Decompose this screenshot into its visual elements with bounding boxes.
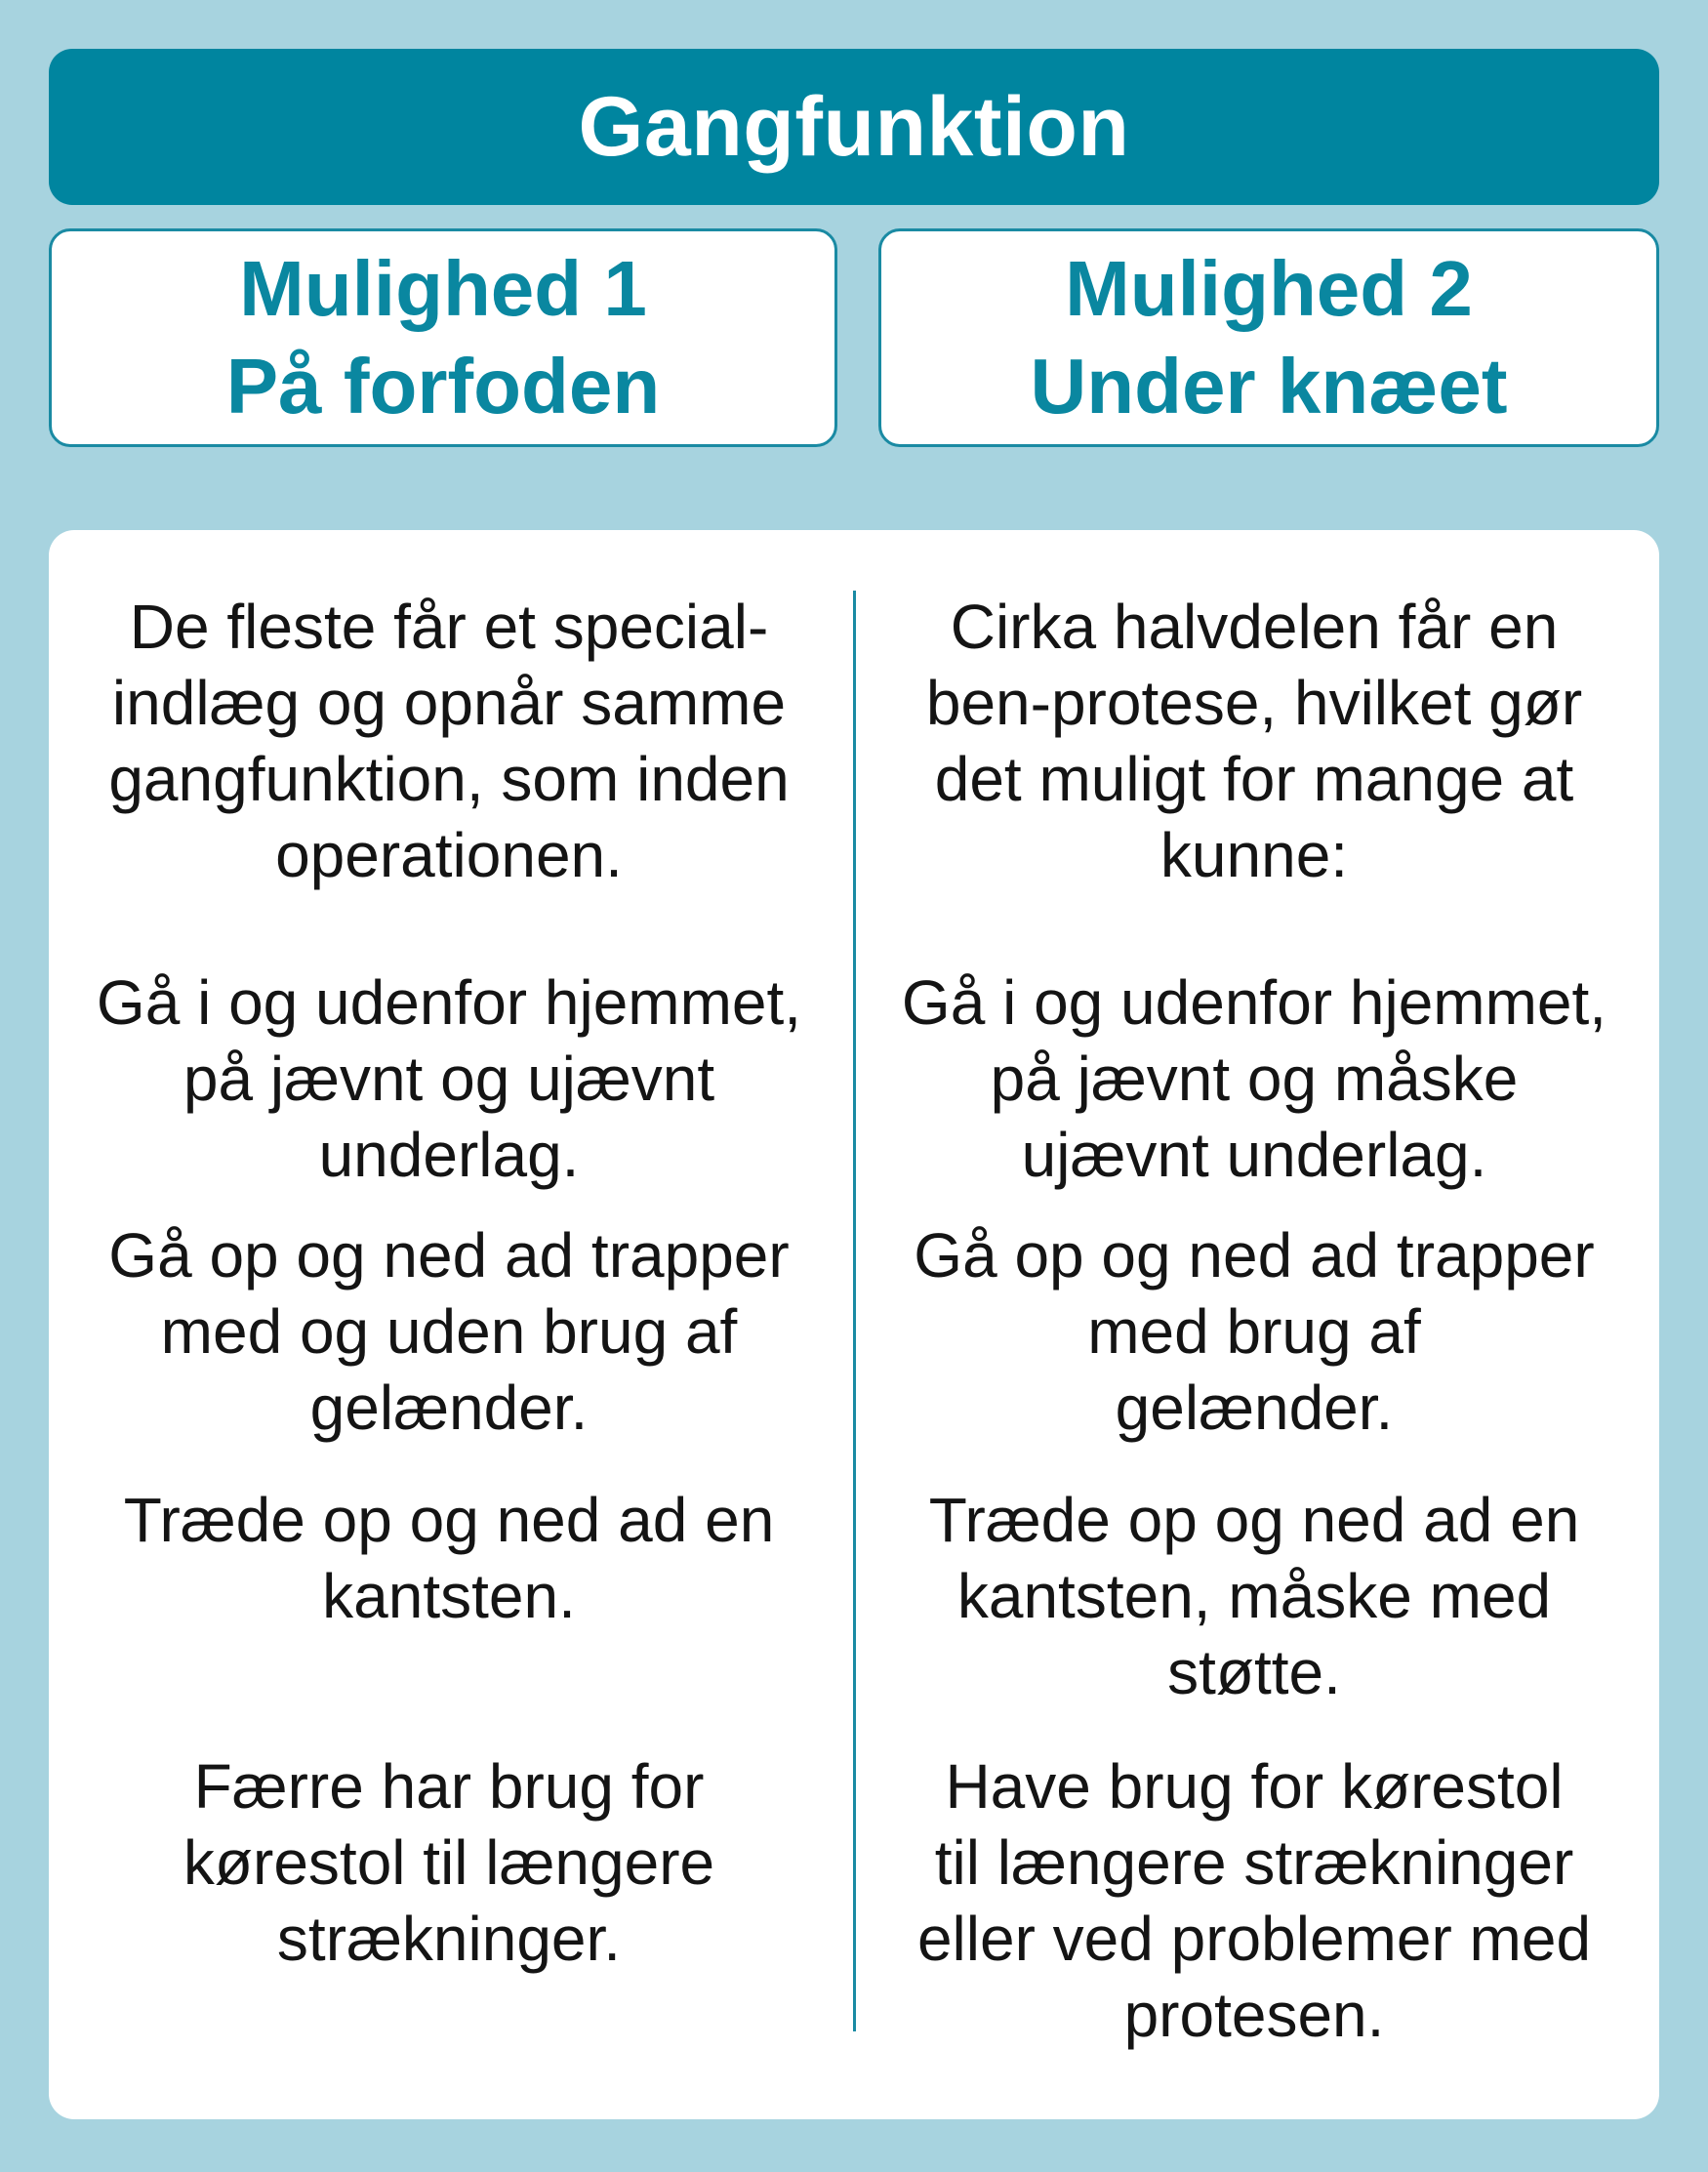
text-line: Gå i og udenfor hjemmet, — [901, 967, 1607, 1038]
text-line: kantsten, måske med — [956, 1561, 1552, 1631]
text-line: indlæg og opnår samme — [111, 668, 787, 738]
text-line: Færre har brug for — [193, 1751, 705, 1822]
option-1-intro — [59, 589, 839, 893]
option-2-wheelchair — [864, 1748, 1645, 2053]
text-line: med og uden brug af — [160, 1296, 738, 1367]
text-line: kørestol til længere — [183, 1827, 715, 1898]
text-line: kantsten. — [322, 1561, 576, 1631]
text-line: Gå op og ned ad trapper — [108, 1220, 790, 1291]
option-1-curb — [59, 1482, 839, 1634]
text-line: gelænder. — [309, 1373, 589, 1443]
option-2-stairs — [864, 1217, 1645, 1446]
text-line: ben-protese, hvilket gør — [925, 668, 1583, 738]
text-line: med brug af — [1087, 1296, 1421, 1367]
option-2-subheading: Under knæet — [1030, 343, 1508, 430]
text-line: på jævnt og ujævnt — [183, 1044, 715, 1114]
page-title: Gangfunktion — [578, 79, 1130, 174]
text-line: eller ved problemer med — [916, 1904, 1592, 1974]
text-line: på jævnt og måske — [990, 1044, 1519, 1114]
option-2-box — [878, 228, 1659, 447]
option-2-walk-home — [864, 964, 1645, 1193]
column-divider — [853, 591, 856, 2031]
option-1-walk-home — [59, 964, 839, 1193]
text-line: strækninger. — [276, 1904, 622, 1974]
title-bar — [49, 49, 1659, 205]
text-line: til længere strækninger — [934, 1827, 1574, 1898]
option-1-wheelchair — [59, 1748, 839, 1977]
text-line: det muligt for mange at — [934, 744, 1574, 814]
text-line: underlag. — [318, 1120, 580, 1190]
option-1-stairs — [59, 1217, 839, 1446]
text-line: ujævnt underlag. — [1021, 1120, 1487, 1190]
text-line: gangfunktion, som inden — [108, 744, 790, 814]
text-line: De fleste får et special- — [129, 592, 769, 662]
option-2-heading: Mulighed 2 — [1065, 245, 1473, 332]
text-line: Træde op og ned ad en — [928, 1485, 1580, 1555]
text-line: Cirka halvdelen får en — [950, 592, 1559, 662]
text-line: kunne: — [1159, 820, 1349, 890]
option-2-curb — [864, 1482, 1645, 1710]
option-1-heading: Mulighed 1 — [239, 245, 647, 332]
text-line: gelænder. — [1115, 1373, 1394, 1443]
comparison-card — [49, 530, 1659, 2119]
option-1-box — [49, 228, 837, 447]
text-line: støtte. — [1167, 1637, 1341, 1707]
option-1-subheading: På forfoden — [225, 343, 661, 430]
text-line: Gå op og ned ad trapper — [914, 1220, 1595, 1291]
option-2-intro — [864, 589, 1645, 893]
text-line: operationen. — [275, 820, 623, 890]
text-line: protesen. — [1123, 1980, 1385, 2050]
text-line: Træde op og ned ad en — [123, 1485, 775, 1555]
text-line: Gå i og udenfor hjemmet, — [96, 967, 802, 1038]
text-line: Have brug for kørestol — [945, 1751, 1564, 1822]
